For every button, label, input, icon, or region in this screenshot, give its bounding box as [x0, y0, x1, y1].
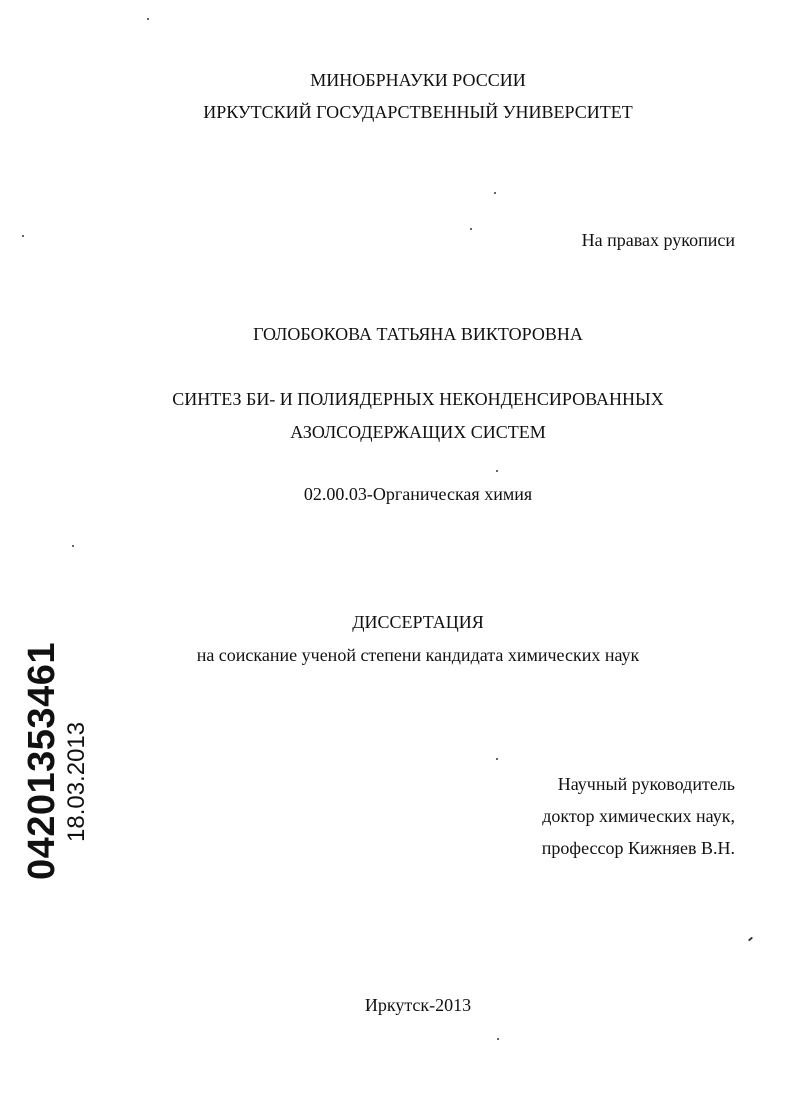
supervisor-role: Научный руководитель [557, 774, 735, 794]
scan-speck [147, 18, 149, 20]
thesis-title-line-1: СИНТЕЗ БИ- И ПОЛИЯДЕРНЫХ НЕКОНДЕНСИРОВАННЫХ [172, 389, 664, 409]
stamp-date: 18.03.2013 [63, 721, 90, 842]
specialty-code: 02.00.03-Органическая химия [303, 484, 533, 504]
supervisor-block [542, 768, 735, 864]
scan-speck [494, 192, 496, 194]
thesis-title-line-2: АЗОЛСОДЕРЖАЩИХ СИСТЕМ [290, 422, 546, 442]
supervisor-name: профессор Кижняев В.Н. [541, 838, 735, 858]
scan-speck [497, 1038, 499, 1040]
stamp-number: 04201353461 [21, 642, 63, 880]
scan-speck [496, 758, 498, 760]
author-name: ГОЛОБОКОВА ТАТЬЯНА ВИКТОРОВНА [253, 324, 583, 344]
archive-stamp [0, 0, 100, 1106]
scan-speck [496, 470, 498, 472]
city-year: Иркутск-2013 [364, 995, 472, 1015]
degree-description: на соискание ученой степени кандидата химических наук [196, 645, 640, 665]
ministry-heading: МИНОБРНАУКИ РОССИИ [310, 70, 526, 90]
scan-speck [748, 937, 753, 942]
document-type: ДИССЕРТАЦИЯ [352, 612, 484, 632]
manuscript-note: На правах рукописи [581, 230, 735, 250]
university-heading: ИРКУТСКИЙ ГОСУДАРСТВЕННЫЙ УНИВЕРСИТЕТ [203, 102, 633, 122]
scan-speck [72, 545, 74, 547]
supervisor-title: доктор химических наук, [542, 806, 735, 826]
scan-speck [22, 235, 24, 237]
scan-speck [470, 228, 472, 230]
